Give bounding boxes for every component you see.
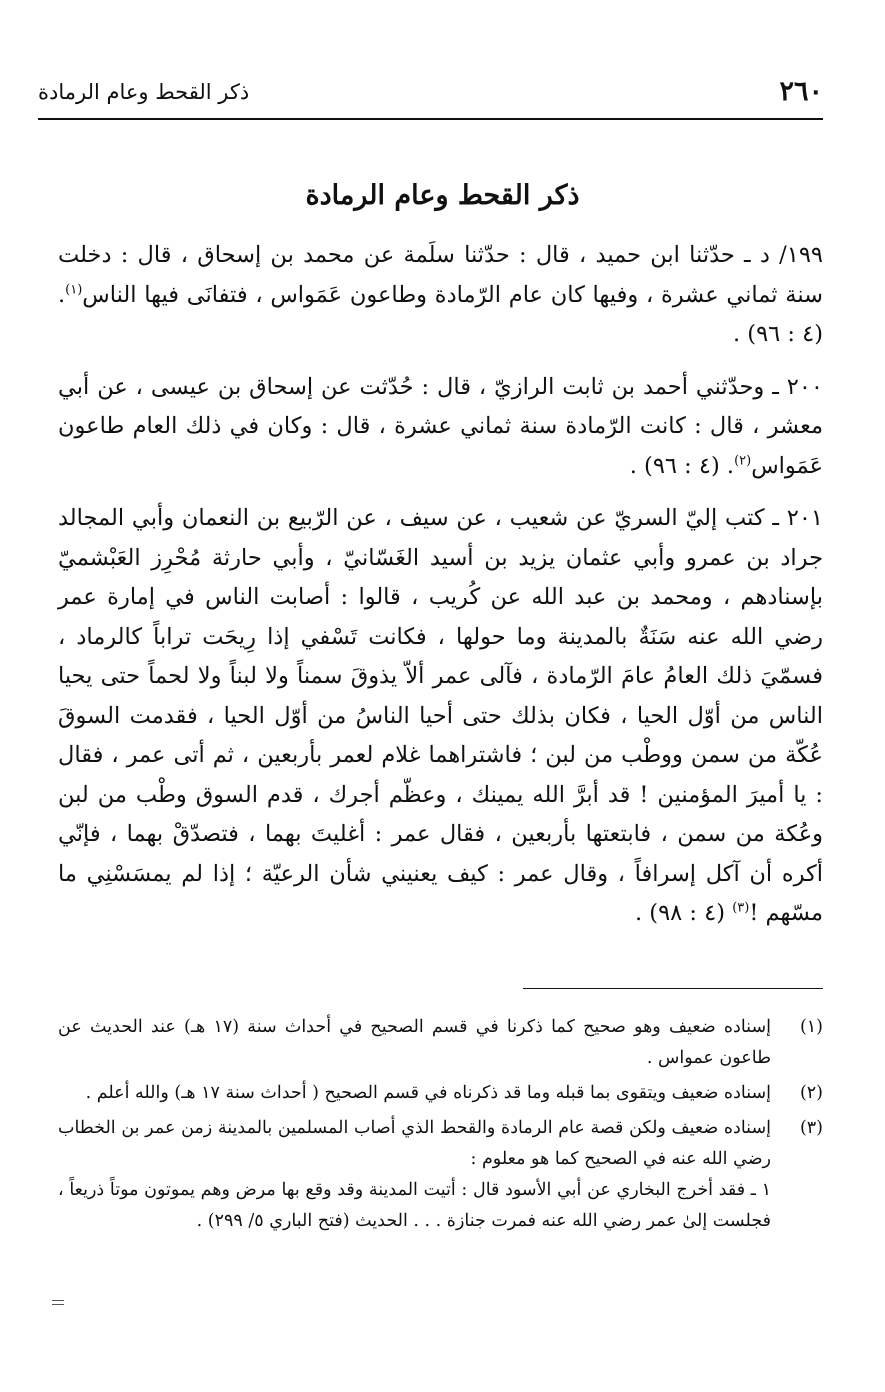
footnote-3 bbox=[58, 1113, 823, 1237]
footnote-reference: (١) bbox=[65, 282, 83, 297]
citation: (٤ : ٩٨) . bbox=[635, 900, 733, 926]
chapter-title: ذكر القحط وعام الرمادة bbox=[305, 180, 580, 211]
footnote-text: إسناده ضعيف ولكن قصة عام الرمادة والقحط الذي أصاب المسلمين بالمدينة زمن عمر بن الخطاب رضي الله عنه في الصحيح كما هو معلوم : bbox=[58, 1118, 771, 1169]
main-text bbox=[58, 236, 823, 934]
footnote-number: (٣) bbox=[799, 1118, 823, 1138]
citation: . (٤ : ٩٦) . bbox=[58, 281, 823, 347]
footnotes bbox=[58, 1012, 823, 1241]
footnote-reference: (٢) bbox=[734, 453, 752, 468]
running-title: ذكر القحط وعام الرمادة bbox=[38, 80, 250, 104]
footnote-divider bbox=[523, 988, 823, 989]
paragraph-text: ٢٠٠ ـ وحدّثني أحمد بن ثابت الرازيّ ، قال : حُدّثت عن إسحاق بن عيسى ، عن أبي معشر ، قال : كانت الرّمادة سنة ثماني عشرة ، قال : وكان في ذلك العام طاعون عَمَواس bbox=[58, 373, 823, 479]
header-divider bbox=[38, 118, 823, 120]
page-number: ٢٦٠ bbox=[779, 76, 823, 107]
paragraph-201 bbox=[58, 499, 823, 934]
footnote-text: إسناده ضعيف ويتقوى بما قبله وما قد ذكرناه في قسم الصحيح ( أحداث سنة ١٧ هـ) والله أعلم . bbox=[85, 1083, 771, 1103]
paragraph-199 bbox=[58, 236, 823, 355]
footnote-number: (٢) bbox=[799, 1083, 823, 1103]
footnote-reference: (٣) bbox=[732, 900, 750, 916]
footnote-2 bbox=[58, 1078, 823, 1109]
paragraph-200 bbox=[58, 368, 823, 487]
citation: . (٤ : ٩٦) . bbox=[629, 452, 735, 479]
paragraph-text: ٢٠١ ـ كتب إليّ السريّ عن شعيب ، عن سيف ، عن الرّبيع بن النعمان وأبي المجالد جراد بن عمرو وأبي عثمان يزيد بن أسيد الغَسّانيّ ، وأبي حارثة مُحْرِز العَبْشميّ بإسنادهم ، ومحمد بن عبد الله عن كُريب ، قالوا : أصابت الناس في إمارة عمر رضي الله عنه سَنَةٌ بالمدينة وما حولها ، فكانت تَسْفي إذا رِيحَت تراباً كالرماد ، فسمّيَ ذلك العامُ عامَ الرّمادة ، فآلى عمر ألاّ يذوقَ سمناً ولا لبناً ولا لحماً حتى يحيا الناس من أوّل الحيا ، فكان بذلك حتى أحيا الناسُ من أوّل الحيا ، فقدمت السوقَ عُكّة من سمن ووطْب من لبن ؛ فاشتراهما غلام لعمر بأربعين ، ثم أتى عمر ، فقال : يا أميرَ المؤمنين ! قد أبرَّ الله يمينك ، وعظّم أجرك ، قدم السوق وطْب من لبن وعُكة من سمن ، فابتعتها بأربعين ، فقال عمر : أغليتَ بهما ، فتصدّقْ بهما ، فإنّي أكره أن آكل إسرافاً ، وقال عمر : كيف يعنيني شأن الرعيّة ؛ إذا لم يمسَسْنِي ما مسّهم ! bbox=[58, 505, 823, 926]
page-header bbox=[38, 72, 823, 116]
footnote-1 bbox=[58, 1012, 823, 1074]
margin-mark bbox=[52, 1300, 64, 1301]
paragraph-text: ١٩٩/ د ـ حدّثنا ابن حميد ، قال : حدّثنا سلَمة عن محمد بن إسحاق ، قال : دخلت سنة ثماني عشرة ، وفيها كان عام الرّمادة وطاعون عَمَواس ، فتفانَى فيها الناس bbox=[58, 242, 823, 308]
footnote-subitem: ١ ـ فقد أخرج البخاري عن أبي الأسود قال : أتيت المدينة وقد وقع بها مرض وهم يموتون موتاً ذريعاً ، فجلست إلىٰ عمر رضي الله عنه فمرت جنازة . . . الحديث (فتح الباري ٥/ ٢٩٩) . bbox=[58, 1180, 771, 1231]
footnote-text: إسناده ضعيف وهو صحيح كما ذكرنا في قسم الصحيح في أحداث سنة (١٧ هـ) عند الحديث عن طاعون عمواس . bbox=[58, 1017, 771, 1068]
footnote-number: (١) bbox=[799, 1017, 823, 1037]
